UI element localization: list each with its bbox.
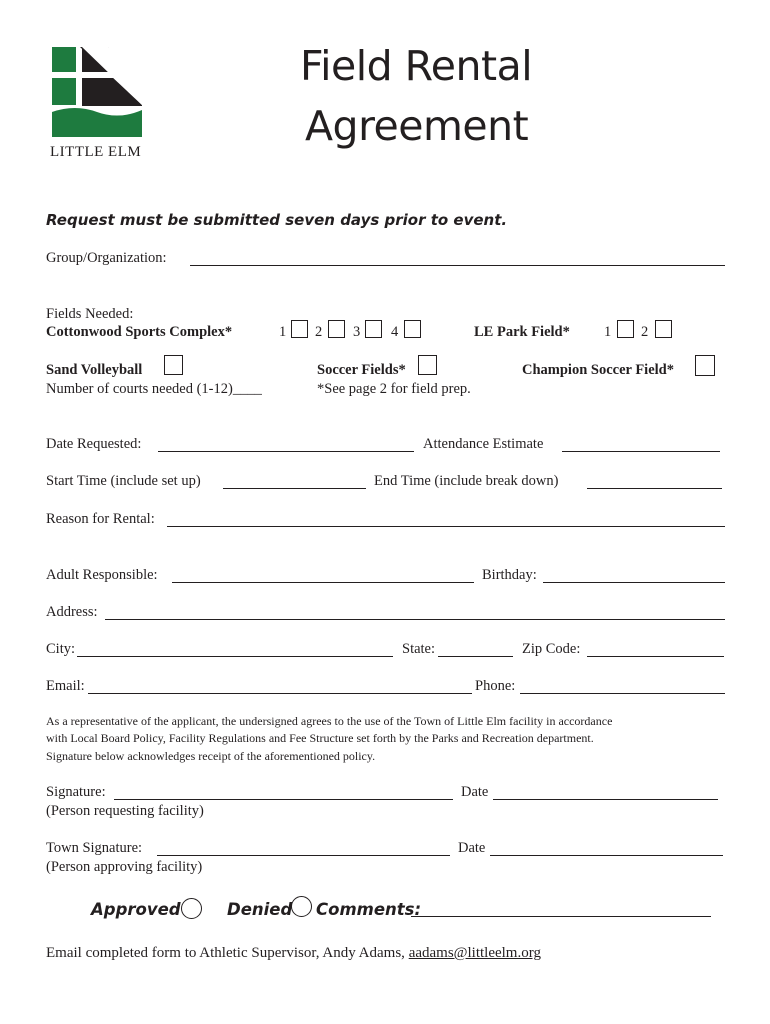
sand-volleyball-label: Sand Volleyball [46, 362, 143, 378]
cottonwood-field-4-checkbox[interactable] [404, 320, 421, 338]
soccer-fields-checkbox[interactable] [418, 355, 437, 375]
reason-field[interactable] [167, 526, 725, 527]
phone-label: Phone: [475, 678, 516, 694]
champion-soccer-label: Champion Soccer Field* [522, 362, 674, 378]
town-signature-date-label: Date [458, 840, 486, 856]
little-elm-logo [50, 46, 144, 164]
birthday-label: Birthday: [482, 567, 537, 583]
phone-field[interactable] [520, 693, 725, 694]
cottonwood-option-2-label: 2 [315, 324, 323, 340]
sand-volleyball-checkbox[interactable] [164, 355, 183, 375]
agreement-line-1: As a representative of the applicant, the undersigned agrees to the use of the Town of Little Elm facility in accordance [46, 714, 613, 728]
city-label: City: [46, 641, 76, 657]
start-time-field[interactable] [223, 488, 366, 489]
agreement-line-3: Signature below acknowledges receipt of the aforementioned policy. [46, 749, 376, 763]
page-title-line2: Agreement [305, 102, 529, 150]
signature-field[interactable] [114, 799, 453, 800]
state-field[interactable] [438, 656, 513, 657]
adult-responsible-field[interactable] [172, 582, 474, 583]
le-park-field-2-checkbox[interactable] [655, 320, 672, 338]
le-park-option-2-label: 2 [641, 324, 649, 340]
field-prep-note: *See page 2 for field prep. [317, 381, 471, 397]
attendance-label: Attendance Estimate [423, 436, 544, 452]
attendance-field[interactable] [562, 451, 720, 452]
footer-instructions [46, 945, 541, 962]
address-label: Address: [46, 604, 98, 620]
town-signature-label: Town Signature: [46, 840, 143, 856]
le-park-option-1-label: 1 [604, 324, 612, 340]
email-field[interactable] [88, 693, 472, 694]
soccer-fields-label: Soccer Fields* [317, 362, 406, 378]
end-time-field[interactable] [587, 488, 722, 489]
submission-notice: Request must be submitted seven days prior to event. [46, 211, 508, 229]
date-requested-field[interactable] [158, 451, 414, 452]
footer-text: Email completed form to Athletic Supervisor, Andy Adams, [46, 945, 409, 961]
le-park-label: LE Park Field* [474, 324, 570, 340]
cottonwood-label: Cottonwood Sports Complex* [46, 324, 233, 340]
adult-responsible-label: Adult Responsible: [46, 567, 158, 583]
end-time-label: End Time (include break down) [374, 473, 559, 489]
signature-date-label: Date [461, 784, 489, 800]
comments-label: Comments: [316, 900, 422, 919]
start-time-label: Start Time (include set up) [46, 473, 201, 489]
courts-needed-label: Number of courts needed (1-12)____ [46, 381, 262, 397]
logo-text: LITTLE ELM [50, 144, 142, 160]
champion-soccer-checkbox[interactable] [695, 355, 715, 376]
denied-radio[interactable] [291, 896, 312, 917]
birthday-field[interactable] [543, 582, 725, 583]
signature-date-field[interactable] [493, 799, 718, 800]
cottonwood-field-2-checkbox[interactable] [328, 320, 345, 338]
approved-label: Approved [91, 900, 181, 919]
agreement-line-2: with Local Board Policy, Facility Regulations and Fee Structure set forth by the Parks and Recreation department. [46, 731, 594, 745]
email-label: Email: [46, 678, 85, 694]
state-label: State: [402, 641, 436, 657]
supervisor-email-link[interactable]: aadams@littleelm.org [408, 945, 541, 961]
reason-label: Reason for Rental: [46, 511, 155, 527]
page-title-line1: Field Rental [300, 42, 533, 90]
zip-code-field[interactable] [587, 656, 724, 657]
group-label: Group/Organization: [46, 250, 167, 266]
signature-label: Signature: [46, 784, 106, 800]
town-signature-field[interactable] [157, 855, 450, 856]
cottonwood-option-3-label: 3 [353, 324, 361, 340]
zip-code-label: Zip Code: [522, 641, 581, 657]
town-signature-date-field[interactable] [490, 855, 723, 856]
address-field[interactable] [105, 619, 725, 620]
denied-label: Denied [227, 900, 293, 919]
date-requested-label: Date Requested: [46, 436, 142, 452]
logo-mark-icon [50, 46, 144, 138]
comments-field[interactable] [411, 916, 711, 917]
person-requesting-note: (Person requesting facility) [46, 803, 204, 819]
approved-radio[interactable] [181, 898, 202, 919]
group-field[interactable] [190, 265, 725, 266]
cottonwood-field-3-checkbox[interactable] [365, 320, 382, 338]
cottonwood-option-1-label: 1 [279, 324, 287, 340]
person-approving-note: (Person approving facility) [46, 859, 203, 875]
fields-needed-label: Fields Needed: [46, 306, 134, 322]
city-field[interactable] [77, 656, 393, 657]
cottonwood-option-4-label: 4 [391, 324, 399, 340]
cottonwood-field-1-checkbox[interactable] [291, 320, 308, 338]
le-park-field-1-checkbox[interactable] [617, 320, 634, 338]
